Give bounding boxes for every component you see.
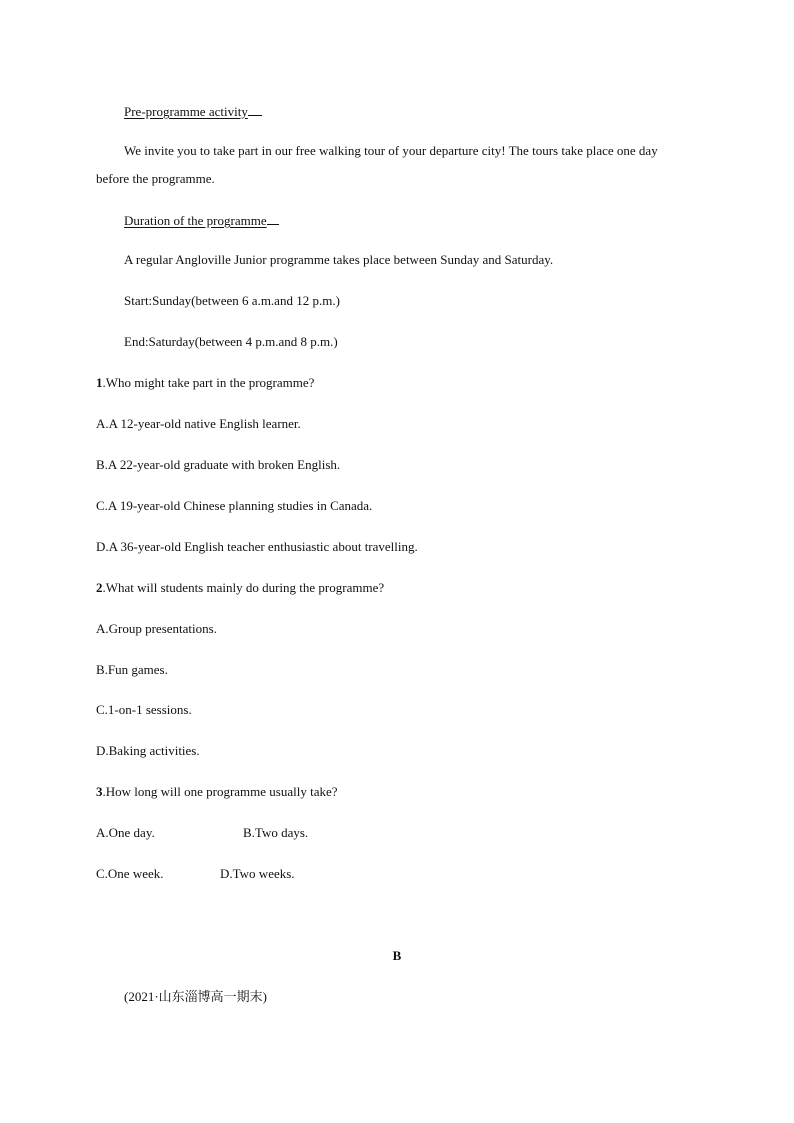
heading-duration: Duration of the programme xyxy=(124,211,279,229)
question-3-option-d: D.Two weeks. xyxy=(220,866,295,881)
question-2-option-a: A.Group presentations. xyxy=(96,621,217,636)
heading-pre-programme: Pre-programme activity xyxy=(124,102,262,120)
section-label: B xyxy=(392,948,402,963)
question-1-option-c: C.A 19-year-old Chinese planning studies in Canada. xyxy=(96,498,373,513)
question-3: 3.How long will one programme usually take? xyxy=(96,784,338,799)
question-2: 2.What will students mainly do during the programme? xyxy=(96,580,385,595)
duration-text: A regular Angloville Junior programme takes place between Sunday and Saturday. xyxy=(124,252,554,267)
question-1-option-a: A.A 12-year-old native English learner. xyxy=(96,416,301,431)
question-2-option-d: D.Baking activities. xyxy=(96,743,200,758)
pre-programme-text-line2: before the programme. xyxy=(96,171,215,186)
question-3-option-c: C.One week. xyxy=(96,866,164,881)
question-1-option-b: B.A 22-year-old graduate with broken English. xyxy=(96,457,341,472)
end-text: End:Saturday(between 4 p.m.and 8 p.m.) xyxy=(124,334,338,349)
start-text: Start:Sunday(between 6 a.m.and 12 p.m.) xyxy=(124,293,340,308)
question-3-option-a: A.One day. xyxy=(96,825,155,840)
question-1-option-d: D.A 36-year-old English teacher enthusiastic about travelling. xyxy=(96,539,418,554)
question-2-option-b: B.Fun games. xyxy=(96,662,168,677)
section-source: (2021·山东淄博高一期末) xyxy=(124,989,267,1004)
pre-programme-text-line1: We invite you to take part in our free walking tour of your departure city! The tours take place one day xyxy=(124,143,658,158)
question-3-option-b: B.Two days. xyxy=(243,825,309,840)
question-2-option-c: C.1-on-1 sessions. xyxy=(96,702,192,717)
question-1: 1.Who might take part in the programme? xyxy=(96,375,315,390)
